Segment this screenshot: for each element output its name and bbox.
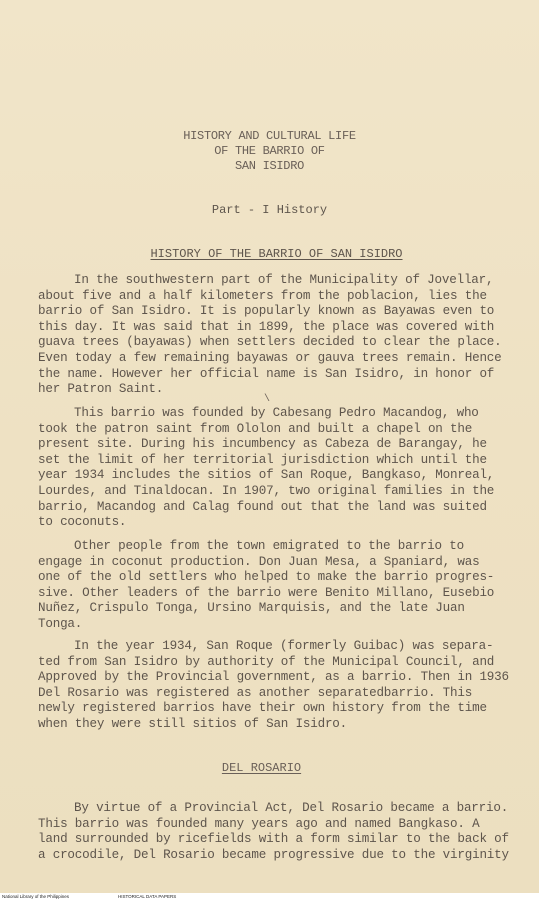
stray-mark: \ [264,394,271,405]
document-title-line-3: SAN ISIDRO [234,159,304,173]
paragraph-line: Del Rosario was registered as another separatedbarrio. This [38,685,473,700]
paragraph-4 [38,639,509,733]
paragraph-line: year 1934 includes the sitios of San Roque, Bangkaso, Monreal, [38,468,495,483]
paragraph-line: barrio, Macandog and Calag found out that the land was suited [38,499,487,514]
footer-collection-name: HISTORICAL DATA PAPERS [118,894,177,899]
paragraph-3 [38,539,495,633]
paragraph-line: guava trees (bayawas) when settlers decided to clear the place. [38,335,502,350]
paragraph-line: about five and a half kilometers from the poblacion, lies the [38,288,487,303]
paragraph-line: this day. It was said that in 1899, the place was covered with [38,319,495,334]
paragraph-line: ted from San Isidro by authority of the Municipal Council, and [38,654,495,669]
paragraph-line: This barrio was founded many years ago and named Bangkaso. A [38,816,480,831]
paragraph-line: one of the old settlers who helped to make the barrio progres- [38,570,495,585]
section-heading: HISTORY OF THE BARRIO OF SAN ISIDRO [150,247,403,261]
paragraph-line: Other people from the town emigrated to the barrio to [74,539,464,553]
paragraph-line: This barrio was founded by Cabesang Pedro Macandog, who [74,406,479,420]
paragraph-5 [38,801,509,863]
paragraph-line: present site. During his incumbency as Cabeza de Barangay, he [38,437,487,452]
paragraph-line: the name. However her official name is San Isidro, in honor of [38,366,495,381]
paragraph-line: when they were still sitios of San Isidro. [38,716,348,731]
paragraph-line: newly registered barrios have their own history from the time [38,701,487,716]
paragraph-line: By virtue of a Provincial Act, Del Rosario became a barrio. [74,801,509,815]
paragraph-line: Approved by the Provincial government, as a barrio. Then in 1936 [38,670,509,685]
paragraph-line: In the southwestern part of the Municipality of Jovellar, [74,273,494,287]
paragraph-line: Lourdes, and Tinaldocan. In 1907, two original families in the [38,483,495,498]
paragraph-line: to coconuts. [38,515,127,530]
paragraph-line: her Patron Saint. [38,382,164,397]
paragraph-1 [38,273,502,398]
paragraph-line: took the patron saint from Ololon and built a chapel on the [38,421,473,436]
paragraph-line: Nuñez, Crispulo Tonga, Ursino Marquisis, and the late Juan [38,601,465,616]
paragraph-line: Even today a few remaining bayawas or gauva trees remain. Hence [38,350,502,365]
paragraph-line: Tonga. [38,616,83,631]
paragraph-line: set the limit of her territorial jurisdiction which until the [38,452,487,467]
footer-library-name: National Library of the Philippines [2,894,70,899]
paragraph-line: engage in coconut production. Don Juan Mesa, a Spaniard, was [38,554,480,569]
paragraph-line: a crocodile, Del Rosario became progressive due to the virginity [38,847,509,862]
paragraph-2 [38,406,495,531]
scan-footer [0,893,539,900]
paragraph-line: In the year 1934, San Roque (formerly Guibac) was separa- [74,639,494,653]
document-title-line-2: OF THE BARRIO OF [214,144,325,158]
paragraph-line: land surrounded by ricefields with a form similar to the back of [38,832,509,847]
document-title-line-1: HISTORY AND CULTURAL LIFE [183,129,356,143]
subheading-del-rosario: DEL ROSARIO [221,761,302,775]
paragraph-line: sive. Other leaders of the barrio were Benito Millano, Eusebio [38,585,495,600]
paragraph-line: barrio of San Isidro. It is popularly known as Bayawas even to [38,304,495,319]
part-heading: Part - I History [211,203,328,217]
